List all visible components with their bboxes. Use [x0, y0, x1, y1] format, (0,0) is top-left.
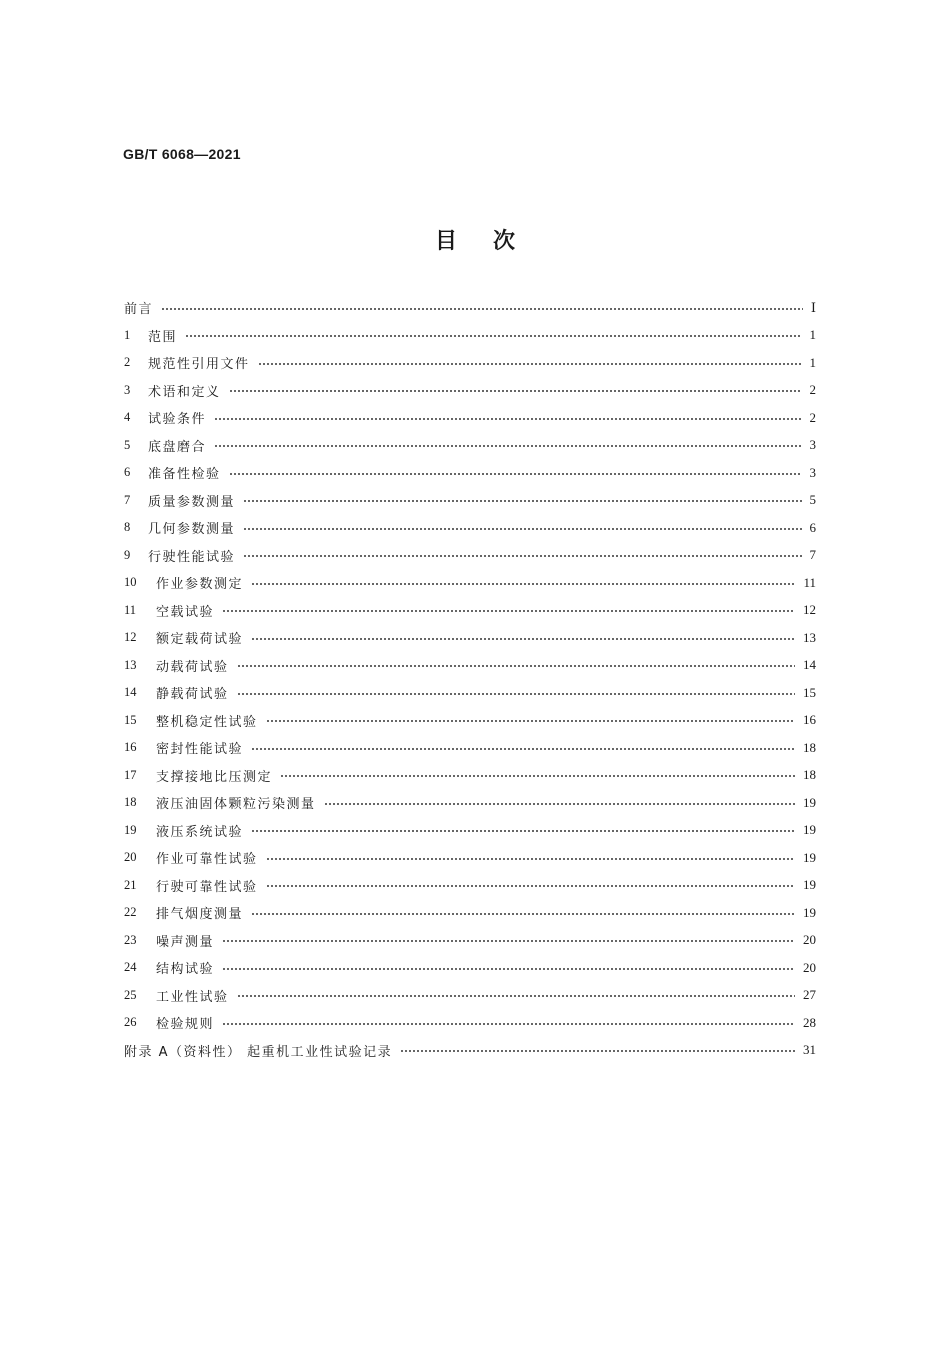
toc-entry-page: 28 [803, 1014, 816, 1030]
toc-entry[interactable] [124, 1009, 816, 1037]
toc-entry-page: 2 [809, 409, 816, 425]
toc-entry-page: 11 [803, 574, 816, 590]
toc-entry-number: 17 [124, 767, 137, 782]
toc-entry-number: 8 [124, 520, 131, 535]
dot-leader [185, 335, 801, 337]
dot-leader [237, 995, 795, 997]
toc-entry[interactable] [124, 872, 816, 900]
toc-entry-page: 16 [803, 712, 816, 728]
dot-leader [266, 858, 795, 860]
toc-entry-title: 检验规则 [156, 1017, 215, 1033]
toc-entry[interactable] [124, 597, 816, 625]
toc-entry-title: 额定载荷试验 [156, 632, 244, 648]
toc-entry-page: 12 [803, 602, 816, 618]
toc-entry[interactable] [124, 789, 816, 817]
toc-entry-number: 15 [124, 712, 137, 727]
dot-leader [161, 308, 803, 310]
toc-entry-title: 前言 [124, 302, 154, 318]
toc-entry-title: 行驶性能试验 [148, 549, 236, 565]
toc-entry[interactable] [124, 377, 816, 405]
dot-leader [324, 803, 795, 805]
toc-entry-number: 24 [124, 960, 137, 975]
toc-entry[interactable] [124, 624, 816, 652]
toc-entry-number: 12 [124, 630, 137, 645]
toc-entry-number: 11 [124, 602, 137, 617]
dot-leader [222, 1023, 795, 1025]
toc-entry-title: 静载荷试验 [156, 687, 229, 703]
toc-entry[interactable] [124, 569, 816, 597]
toc-entry-number: 2 [124, 355, 131, 370]
toc-entry-page: 19 [803, 904, 816, 920]
toc-entry[interactable] [124, 734, 816, 762]
toc-entry-number: 26 [124, 1015, 137, 1030]
toc-entry-page: 7 [809, 547, 816, 563]
toc-entry[interactable] [124, 542, 816, 570]
toc-entry-page: 1 [809, 354, 816, 370]
toc-entry-number: 9 [124, 547, 131, 562]
dot-leader [243, 555, 801, 557]
toc-entry[interactable] [124, 679, 816, 707]
dot-leader [229, 390, 802, 392]
toc-entry-number: 10 [124, 575, 137, 590]
toc-entry-number: 18 [124, 795, 137, 810]
dot-leader [243, 500, 801, 502]
toc-entry[interactable] [124, 899, 816, 927]
toc-entry-page: 19 [803, 822, 816, 838]
toc-entry[interactable] [124, 1037, 816, 1065]
toc-entry-number: 13 [124, 657, 137, 672]
toc-entry[interactable] [124, 762, 816, 790]
toc-entry-title: 试验条件 [148, 412, 207, 428]
toc-entry-title: 质量参数测量 [148, 494, 236, 510]
toc-entry-number: 23 [124, 932, 137, 947]
toc-entry-page: 2 [809, 382, 816, 398]
toc-entry-title: 规范性引用文件 [148, 357, 250, 373]
dot-leader [237, 665, 795, 667]
dot-leader [280, 775, 795, 777]
toc-entry-title: 底盘磨合 [148, 439, 207, 455]
toc-entry-number: 21 [124, 877, 137, 892]
toc-entry-number: 7 [124, 492, 131, 507]
toc-entry-title: 准备性检验 [148, 467, 221, 483]
toc-entry[interactable] [124, 652, 816, 680]
toc-entry[interactable] [124, 982, 816, 1010]
toc-entry-number: 22 [124, 905, 137, 920]
toc-entry-page: 31 [803, 1042, 816, 1058]
toc-entry-page: 20 [803, 959, 816, 975]
toc-entry-page: Ⅰ [810, 299, 816, 315]
dot-leader [243, 528, 801, 530]
dot-leader [251, 583, 795, 585]
dot-leader [251, 913, 795, 915]
toc-entry[interactable] [124, 817, 816, 845]
toc-entry-title: 排气烟度测量 [156, 907, 244, 923]
toc-entry-page: 5 [809, 492, 816, 508]
toc-entry[interactable] [124, 459, 816, 487]
dot-leader [258, 363, 802, 365]
toc-entry-page: 19 [803, 849, 816, 865]
toc-entry-page: 3 [809, 464, 816, 480]
dot-leader [251, 830, 795, 832]
toc-entry[interactable] [124, 404, 816, 432]
toc-entry[interactable] [124, 844, 816, 872]
toc-entry-title: 密封性能试验 [156, 742, 244, 758]
toc-entry-page: 15 [803, 684, 816, 700]
toc-entry-title: 行驶可靠性试验 [156, 879, 258, 895]
toc-entry-number: 3 [124, 382, 131, 397]
toc-entry[interactable] [124, 514, 816, 542]
toc-entry-number: 19 [124, 822, 137, 837]
dot-leader [237, 693, 795, 695]
toc-entry-title: 作业可靠性试验 [156, 852, 258, 868]
toc-entry[interactable] [124, 432, 816, 460]
toc-entry-page: 27 [803, 987, 816, 1003]
toc-entry[interactable] [124, 294, 816, 322]
toc-entry-page: 13 [803, 629, 816, 645]
toc-entry-title: 范围 [148, 329, 178, 345]
toc-entry-title: 结构试验 [156, 962, 215, 978]
toc-entry-page: 3 [809, 437, 816, 453]
toc-entry-number: 5 [124, 437, 131, 452]
toc-entry-number: 14 [124, 685, 137, 700]
page-title: 目次 [434, 229, 551, 254]
toc-entry-title: 支撑接地比压测定 [156, 769, 273, 785]
dot-leader [222, 610, 795, 612]
toc-entry-page: 19 [803, 877, 816, 893]
toc-entry-title: 噪声测量 [156, 934, 215, 950]
toc-entry-number: 20 [124, 850, 137, 865]
toc-entry-page: 1 [809, 327, 816, 343]
table-of-contents [124, 294, 816, 1064]
dot-leader [400, 1050, 795, 1052]
toc-entry-title: 整机稳定性试验 [156, 714, 258, 730]
toc-entry-page: 19 [803, 794, 816, 810]
toc-entry[interactable] [124, 322, 816, 350]
toc-entry-page: 18 [803, 767, 816, 783]
toc-entry[interactable] [124, 487, 816, 515]
dot-leader [229, 473, 802, 475]
toc-entry[interactable] [124, 349, 816, 377]
toc-entry-page: 6 [809, 519, 816, 535]
toc-entry[interactable] [124, 927, 816, 955]
toc-entry-number: 25 [124, 987, 137, 1002]
dot-leader [222, 968, 795, 970]
toc-entry-title: 动载荷试验 [156, 659, 229, 675]
toc-entry[interactable] [124, 954, 816, 982]
toc-entry-page: 20 [803, 932, 816, 948]
toc-entry-title: 术语和定义 [148, 384, 221, 400]
toc-entry-title: 附录 A（资料性） 起重机工业性试验记录 [124, 1044, 393, 1060]
toc-entry[interactable] [124, 707, 816, 735]
dot-leader [266, 885, 795, 887]
toc-entry-number: 1 [124, 327, 131, 342]
dot-leader [251, 748, 795, 750]
toc-entry-number: 16 [124, 740, 137, 755]
toc-entry-title: 几何参数测量 [148, 522, 236, 538]
dot-leader [266, 720, 795, 722]
dot-leader [251, 638, 795, 640]
dot-leader [222, 940, 795, 942]
toc-entry-title: 作业参数测定 [156, 577, 244, 593]
toc-entry-title: 液压系统试验 [156, 824, 244, 840]
dot-leader [214, 418, 801, 420]
toc-entry-number: 4 [124, 410, 131, 425]
toc-entry-page: 14 [803, 657, 816, 673]
standard-code: GB/T 6068—2021 [123, 146, 241, 162]
toc-entry-page: 18 [803, 739, 816, 755]
toc-entry-title: 空载试验 [156, 604, 215, 620]
toc-entry-number: 6 [124, 465, 131, 480]
dot-leader [214, 445, 801, 447]
toc-entry-title: 工业性试验 [156, 989, 229, 1005]
toc-entry-title: 液压油固体颗粒污染测量 [156, 797, 316, 813]
